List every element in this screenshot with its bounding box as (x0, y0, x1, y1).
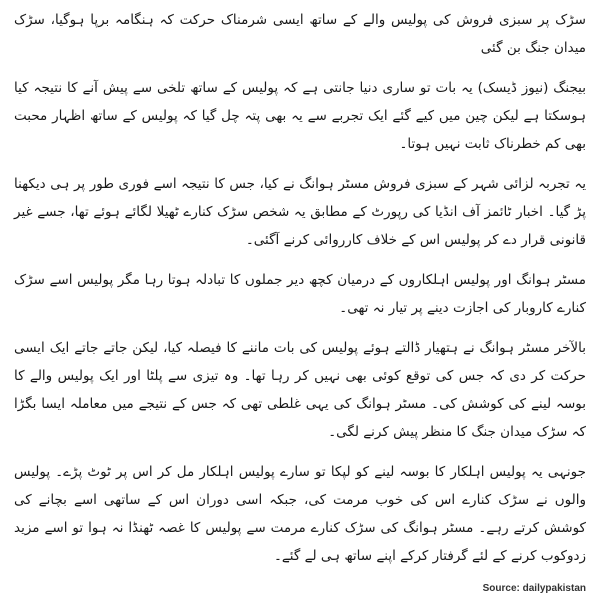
article-paragraph-2: یہ تجربہ لزائی شہر کے سبزی فروش مسٹر ہوانگ نے کیا، جس کا نتیجہ اسے فوری طور پر ہی دیکھنا پڑ گیا۔ اخبار ٹائمز آف انڈیا کی رپورٹ کے مطابق یہ شخص سڑک کنارے ٹھیلا لگائے ہوئے تھا، جسے غیر قانونی قرار دے کر پولیس اس کے خلاف کارروائی کرنے آگئی۔ (14, 176, 586, 248)
article-paragraph-4: بالآخر مسٹر ہوانگ نے ہتھیار ڈالتے ہوئے پولیس کی بات ماننے کا فیصلہ کیا، لیکن جاتے جاتے ایک ایسی حرکت کر دی کہ جس کی توقع کوئی بھی نہیں کر رہا تھا۔ وہ تیزی سے پلٹا اور ایک پولیس والے کا بوسہ لینے کی کوشش کی۔ مسٹر ہوانگ کی یہی غلطی تھی کہ جس کے نتیجے میں معاملہ ایسا بگڑا کہ سڑک میدان جنگ کا منظر پیش کرنے لگی۔ (14, 340, 586, 440)
article-body (14, 6, 586, 582)
article-paragraph-1: بیجنگ (نیوز ڈیسک) یہ بات تو ساری دنیا جانتی ہے کہ پولیس کے ساتھ تلخی سے پیش آنے کا نتیجہ کیا ہوسکتا ہے لیکن چین میں کیے گئے ایک تجربے سے یہ بھی پتہ چل گیا کہ پولیس کے ساتھ اظہار محبت بھی کم خطرناک ثابت نہیں ہوتا۔ (14, 80, 586, 152)
article-paragraph-3: مسٹر ہوانگ اور پولیس اہلکاروں کے درمیان کچھ دیر جملوں کا تبادلہ ہوتا رہا مگر پولیس اسے سڑک کنارے کاروبار کی اجازت دینے پر تیار نہ تھی۔ (14, 272, 586, 316)
article-headline: سڑک پر سبزی فروش کی پولیس والے کے ساتھ ایسی شرمناک حرکت کہ ہنگامہ برپا ہوگیا، سڑک میدان جنگ بن گئی (14, 12, 586, 56)
source-credit: Source: dailypakistan (482, 583, 586, 594)
article-paragraph-5: جونہی یہ پولیس اہلکار کا بوسہ لینے کو لپکا تو سارے پولیس اہلکار مل کر اس پر ٹوٹ پڑے۔ پولیس والوں نے سڑک کنارے اس کی خوب مرمت کی، جبکہ اسی دوران اس کے ساتھی اسے بچانے کی کوشش کرتے رہے۔ مسٹر ہوانگ کی سڑک کنارے مرمت سے پولیس کا غصہ ٹھنڈا نہ ہوا تو اسے مزید زدوکوب کرنے کے لئے گرفتار کرکے اپنے ساتھ ہی لے گئے۔ (14, 464, 586, 564)
